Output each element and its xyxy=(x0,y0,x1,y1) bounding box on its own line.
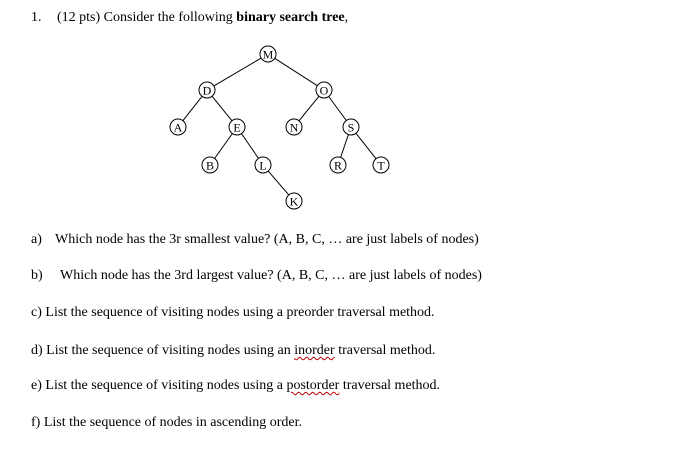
part-d-text-after: traversal method. xyxy=(338,343,436,358)
tree-node-label: S xyxy=(347,120,355,135)
tree-node-s xyxy=(343,119,359,135)
tree-node-label: O xyxy=(319,83,329,98)
question-part-e xyxy=(31,377,440,395)
tree-edge-m-o xyxy=(275,58,318,85)
tree-edge-s-t xyxy=(356,133,376,158)
tree-node-b xyxy=(202,157,218,173)
question-emphasis: binary search tree xyxy=(236,10,345,25)
part-e-term-postorder: postorder xyxy=(286,378,340,393)
tree-node-label: A xyxy=(173,120,183,135)
question-part-f xyxy=(31,414,302,432)
question-punctuation: , xyxy=(344,10,349,25)
tree-node-label: M xyxy=(262,47,274,62)
question-part-c xyxy=(31,304,435,322)
tree-edge-o-s xyxy=(329,97,347,121)
part-d-term-inorder: inorder xyxy=(294,343,335,358)
tree-edge-o-n xyxy=(299,96,319,121)
tree-edge-d-a xyxy=(183,96,202,120)
tree-node-label: K xyxy=(289,194,299,209)
tree-node-label: L xyxy=(259,158,267,173)
part-a-label: a) xyxy=(31,232,42,247)
tree-node-a xyxy=(170,119,186,135)
part-a-text: Which node has the 3r smallest value? (A, B, C, … are just labels of nodes) xyxy=(55,232,479,247)
question-part-a xyxy=(31,231,479,249)
part-c-label: c) xyxy=(31,305,42,320)
question-number: 1. xyxy=(31,10,42,25)
part-f-label: f) xyxy=(31,415,41,430)
tree-edge-l-k xyxy=(268,171,289,195)
tree-node-label: B xyxy=(205,158,215,173)
question-points: (12 pts) xyxy=(57,10,101,25)
tree-node-k xyxy=(286,193,302,209)
tree-edge-e-b xyxy=(215,134,233,159)
tree-node-l xyxy=(255,157,271,173)
part-b-text: Which node has the 3rd largest value? (A, B, C, … are just labels of nodes) xyxy=(60,268,482,283)
part-f-text: List the sequence of nodes in ascending order. xyxy=(43,415,302,430)
tree-edge-e-l xyxy=(242,134,259,159)
tree-node-label: D xyxy=(202,83,212,98)
part-e-label: e) xyxy=(31,378,42,393)
tree-node-label: N xyxy=(289,120,299,135)
part-e-text-before: List the sequence of visiting nodes using a xyxy=(45,378,283,393)
tree-node-d xyxy=(199,82,215,98)
tree-node-label: T xyxy=(377,158,385,173)
tree-edge-d-e xyxy=(212,96,232,121)
tree-node-r xyxy=(330,157,346,173)
tree-node-o xyxy=(316,82,332,98)
tree-node-m xyxy=(260,46,276,62)
part-d-label: d) xyxy=(31,343,43,358)
tree-node-t xyxy=(373,157,389,173)
tree-node-label: R xyxy=(333,158,343,173)
part-b-label: b) xyxy=(31,268,43,283)
tree-edge-m-d xyxy=(214,58,261,86)
tree-node-label: E xyxy=(233,120,241,135)
tree-node-n xyxy=(286,119,302,135)
question-part-b xyxy=(31,267,482,285)
question-intro: Consider the following xyxy=(103,10,233,25)
tree-edge-s-r xyxy=(341,135,349,158)
part-e-text-after: traversal method. xyxy=(342,378,441,393)
tree-node-e xyxy=(229,119,245,135)
part-c-text: List the sequence of visiting nodes using a preorder traversal method. xyxy=(45,305,435,320)
part-d-text-before: List the sequence of visiting nodes using an xyxy=(46,343,291,358)
question-part-d xyxy=(31,342,435,360)
